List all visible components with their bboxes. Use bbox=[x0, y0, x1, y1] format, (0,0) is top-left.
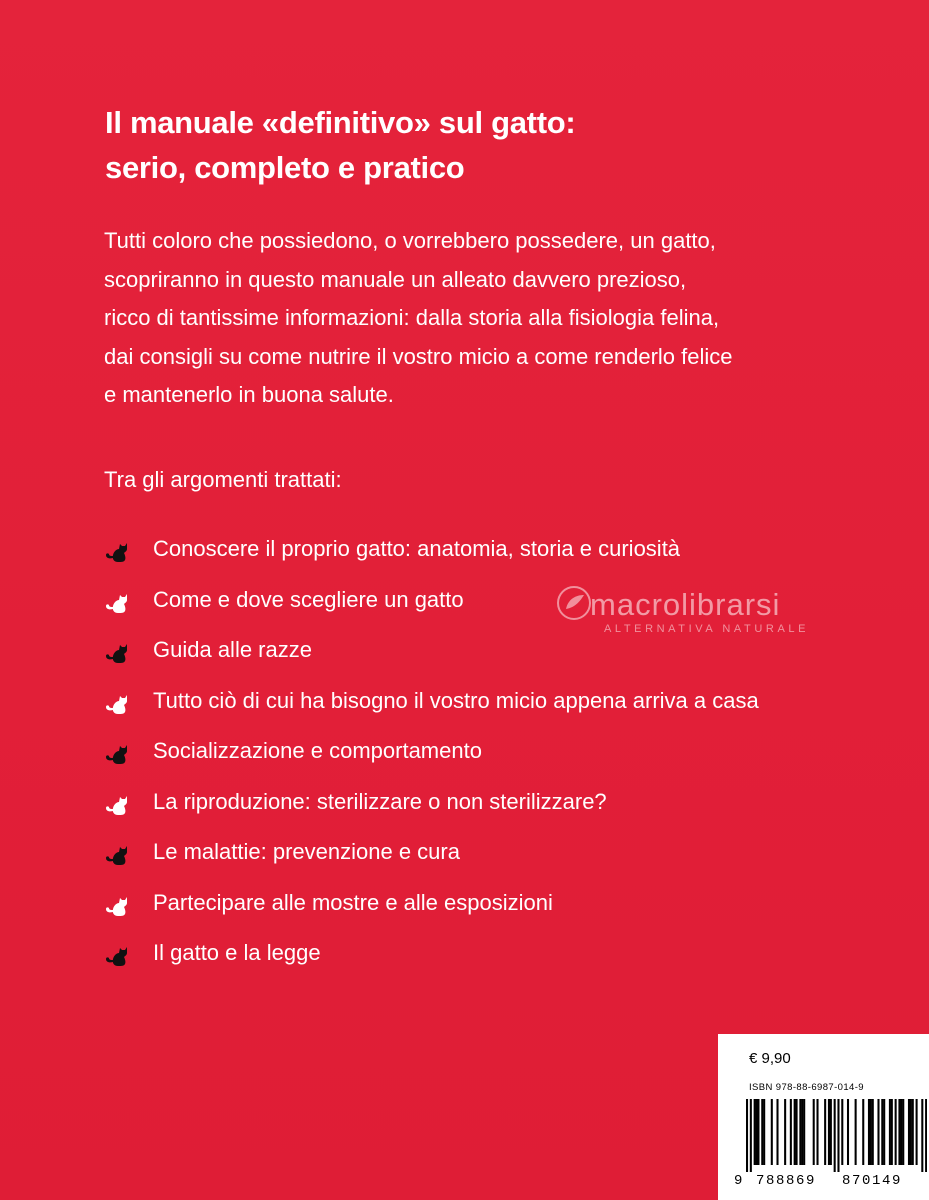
topic-item bbox=[104, 585, 884, 636]
intro-line: dai consigli su come nutrire il vostro micio a come renderlo felice bbox=[104, 343, 733, 369]
topic-text: Socializzazione e comportamento bbox=[153, 738, 482, 763]
barcode-bar bbox=[883, 1099, 885, 1165]
barcode-bar bbox=[877, 1099, 879, 1165]
barcode-bar bbox=[754, 1099, 756, 1165]
black-cat-icon bbox=[104, 739, 134, 765]
topics-list bbox=[104, 534, 884, 989]
barcode-bar bbox=[862, 1099, 864, 1165]
black-cat-icon bbox=[104, 638, 134, 664]
barcode-bar bbox=[921, 1099, 923, 1172]
barcode-bar bbox=[912, 1099, 914, 1165]
intro-paragraph bbox=[104, 222, 864, 415]
black-cat-icon bbox=[104, 537, 134, 563]
barcode-bar bbox=[771, 1099, 773, 1165]
topic-text: Il gatto e la legge bbox=[153, 940, 321, 965]
barcode-bar bbox=[872, 1099, 874, 1165]
barcode-bar bbox=[813, 1099, 815, 1165]
intro-line: Tutti coloro che possiedono, o vorrebbero possedere, un gatto, bbox=[104, 228, 716, 253]
barcode-bar bbox=[828, 1099, 830, 1165]
black-cat-icon bbox=[104, 840, 134, 866]
topic-text: Tutto ciò di cui ha bisogno il vostro micio appena arriva a casa bbox=[153, 687, 759, 713]
barcode-bar bbox=[761, 1099, 763, 1165]
ean-barcode bbox=[746, 1099, 927, 1172]
barcode-bar bbox=[746, 1099, 748, 1172]
ean-digits bbox=[734, 1173, 927, 1195]
headline bbox=[105, 100, 845, 190]
white-cat-icon bbox=[104, 790, 134, 816]
barcode-bar bbox=[816, 1099, 818, 1165]
topic-item bbox=[104, 787, 884, 838]
barcode-bar bbox=[756, 1099, 758, 1165]
white-cat-icon bbox=[104, 588, 134, 614]
intro-line: e mantenerlo in buona salute. bbox=[104, 382, 394, 407]
white-cat-icon bbox=[104, 891, 134, 917]
topic-text: Partecipare alle mostre e alle esposizioni bbox=[153, 889, 553, 915]
intro-line: scopriranno in questo manuale un alleato davvero prezioso, bbox=[104, 266, 687, 292]
headline-line-1: Il manuale «definitivo» sul gatto: bbox=[105, 105, 576, 140]
price: € 9,90 bbox=[749, 1050, 791, 1067]
barcode-bar bbox=[900, 1099, 902, 1165]
barcode-bar bbox=[910, 1099, 912, 1165]
barcode-box bbox=[718, 1034, 929, 1200]
barcode-bar bbox=[868, 1099, 870, 1165]
topics-label: Tra gli argomenti trattati: bbox=[104, 467, 342, 492]
isbn: ISBN 978-88-6987-014-9 bbox=[749, 1082, 864, 1093]
barcode-bar bbox=[916, 1099, 918, 1165]
barcode-bar bbox=[925, 1099, 927, 1172]
barcode-bar bbox=[908, 1099, 910, 1165]
barcode-bar bbox=[898, 1099, 900, 1165]
barcode-bar bbox=[837, 1099, 839, 1172]
barcode-bar bbox=[834, 1099, 836, 1172]
barcode-bar bbox=[841, 1099, 843, 1165]
barcode-bar bbox=[847, 1099, 849, 1165]
black-cat-icon bbox=[104, 941, 134, 967]
topic-text: Conoscere il proprio gatto: anatomia, storia e curiosità bbox=[153, 536, 681, 561]
barcode-bar bbox=[824, 1099, 826, 1165]
headline-line-2: serio, completo e pratico bbox=[105, 150, 465, 185]
topic-item bbox=[104, 736, 884, 787]
topic-text: La riproduzione: sterilizzare o non sterilizzare? bbox=[153, 788, 607, 814]
barcode-bar bbox=[796, 1099, 798, 1165]
barcode-bar bbox=[750, 1099, 752, 1172]
barcode-bar bbox=[801, 1099, 803, 1165]
barcode-bar bbox=[799, 1099, 801, 1165]
topic-text: Guida alle razze bbox=[153, 637, 312, 662]
barcode-bar bbox=[895, 1099, 897, 1165]
intro-line: ricco di tantissime informazioni: dalla storia alla fisiologia felina, bbox=[104, 305, 720, 330]
barcode-bar bbox=[784, 1099, 786, 1165]
topic-item bbox=[104, 888, 884, 939]
ean-right-group: 870149 bbox=[842, 1173, 903, 1189]
barcode-bar bbox=[803, 1099, 805, 1165]
topic-item bbox=[104, 635, 884, 686]
barcode-bar bbox=[794, 1099, 796, 1165]
barcode-bar bbox=[757, 1099, 759, 1165]
ean-first-digit: 9 bbox=[734, 1173, 745, 1189]
ean-left-group: 788869 bbox=[756, 1173, 817, 1189]
barcode-bar bbox=[763, 1099, 765, 1165]
barcode-bar bbox=[881, 1099, 883, 1165]
barcode-bar bbox=[790, 1099, 792, 1165]
barcode-bar bbox=[870, 1099, 872, 1165]
topic-item bbox=[104, 686, 884, 737]
barcode-bar bbox=[889, 1099, 891, 1165]
barcode-bar bbox=[830, 1099, 832, 1165]
watermark-tagline: ALTERNATIVA NATURALE bbox=[604, 623, 810, 635]
barcode-bar bbox=[891, 1099, 893, 1165]
barcode-bar bbox=[902, 1099, 904, 1165]
white-cat-icon bbox=[104, 689, 134, 715]
watermark-name: macrolibrarsi bbox=[590, 587, 781, 622]
barcode-bar bbox=[855, 1099, 857, 1165]
topic-item bbox=[104, 534, 884, 585]
barcode-bar bbox=[776, 1099, 778, 1165]
topic-item bbox=[104, 837, 884, 888]
topic-item bbox=[104, 938, 884, 989]
topic-text: Le malattie: prevenzione e cura bbox=[153, 839, 460, 864]
topic-text: Come e dove scegliere un gatto bbox=[153, 586, 464, 612]
